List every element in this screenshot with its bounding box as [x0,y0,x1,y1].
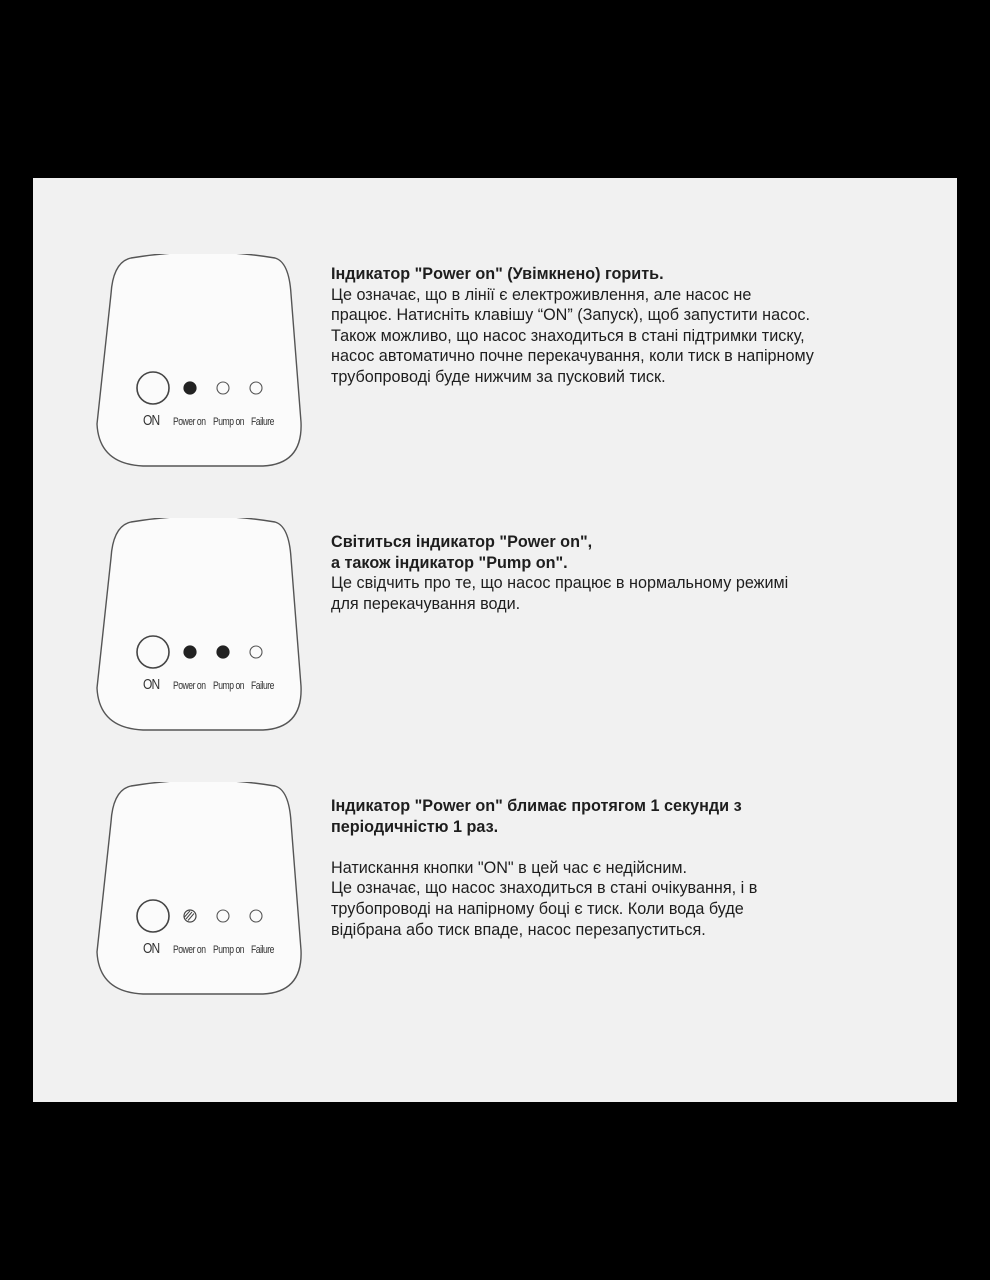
pump-on-label: Pump on [213,680,245,692]
device-outline [93,254,313,474]
section-title: а також індикатор "Pump on". [331,553,568,572]
power-on-label: Power on [173,416,206,428]
on-label: ON [143,412,160,429]
instruction-panel [33,178,957,1102]
section-title: Індикатор "Power on" (Увімкнено) горить. [331,265,664,283]
section-title: періодичністю 1 раз. [331,817,499,836]
body-line: Також можливо, що насос знаходиться в стані підтримки тиску, [331,326,805,345]
body-line: працює. Натисніть клавішу “ON” (Запуск), щоб запустити насос. [331,306,810,325]
on-label: ON [143,676,160,693]
body-line: трубопроводі на напірному боці є тиск. Коли вода буде [331,899,744,918]
section-power-on [33,254,957,474]
control-panel-diagram [93,254,313,474]
power-on-led [184,646,196,658]
control-panel-diagram [93,782,313,1002]
body-line: Це означає, що в лінії є електроживлення, але насос не [331,285,752,304]
body-line: Це свідчить про те, що насос працює в нормальному режимі [331,574,789,593]
on-label: ON [143,940,160,957]
section-power-blinking [33,782,957,1002]
failure-label: Failure [251,416,274,428]
pump-on-label: Pump on [213,416,245,428]
power-on-led [184,382,196,394]
pump-on-led [217,646,229,658]
body-line: насос автоматично почне перекачування, коли тиск в напірному [331,347,814,366]
failure-label: Failure [251,944,274,956]
device-outline [93,518,313,738]
pump-on-label: Pump on [213,944,245,956]
body-line: трубопроводі буде нижчим за пусковий тиск. [331,367,666,386]
spacer [331,837,931,858]
body-line: Натискання кнопки "ON" в цей час є недійсним. [331,858,688,877]
failure-label: Failure [251,680,274,692]
section-text [331,264,931,388]
section-pump-on [33,518,957,738]
body-line: Це означає, що насос знаходиться в стані очікування, і в [331,879,758,898]
section-title: Світиться індикатор "Power on", [331,533,593,551]
power-on-label: Power on [173,944,206,956]
section-text [331,796,931,940]
section-text [331,532,931,614]
device-outline [93,782,313,1002]
control-panel-diagram [93,518,313,738]
power-on-label: Power on [173,680,206,692]
body-line: для перекачування води. [331,594,521,613]
body-line: відібрана або тиск впаде, насос перезапуститься. [331,920,706,939]
section-title: Індикатор "Power on" блимає протягом 1 секунди з [331,797,742,815]
